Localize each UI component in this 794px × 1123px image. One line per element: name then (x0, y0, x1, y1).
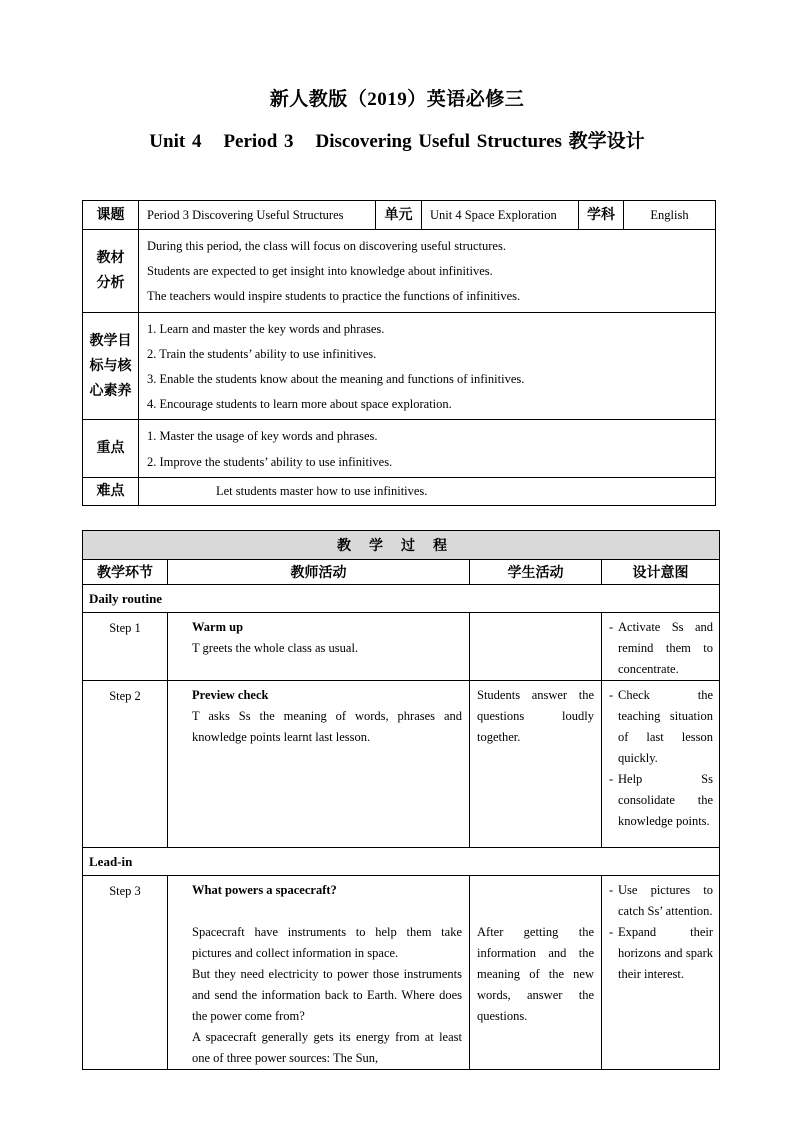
difficult-content: Let students master how to use infinitives. (139, 477, 716, 505)
step-label: Step 1 (83, 613, 168, 681)
goals-row (83, 312, 716, 420)
student-activity (470, 613, 602, 681)
step-label: Step 3 (83, 876, 168, 1070)
step-label: Step 2 (83, 681, 168, 848)
document-subtitle (0, 126, 794, 153)
step-row (83, 613, 720, 681)
col-intent: 设计意图 (602, 560, 720, 585)
student-activity: After getting the information and the meaning of the new words, answer the questions. (470, 876, 602, 1070)
unit-value: Unit 4 Space Exploration (422, 201, 579, 230)
subject-label: 学科 (579, 201, 624, 230)
key-points-label: 重点 (83, 420, 139, 477)
goals-content: 1. Learn and master the key words and phrases. 2. Train the students’ ability to use infinitives. 3. Enable the students know about the meaning and functions of infinitives. 4. Encourage students to learn more about space exploration. (139, 312, 716, 420)
teaching-process-table (82, 530, 720, 1070)
subtitle-period: Period 3 (223, 131, 294, 152)
teacher-activity: Preview check T asks Ss the meaning of words, phrases and knowledge points learnt last lesson. (168, 681, 470, 848)
section-row (83, 848, 720, 876)
section-lead-in: Lead-in (83, 848, 720, 876)
analysis-row (83, 230, 716, 313)
key-points-row (83, 420, 716, 477)
process-header-row (83, 531, 720, 560)
design-intent: - Activate Ss and remind them to concentrate. (602, 613, 720, 681)
document-title: 新人教版（2019）英语必修三 (269, 89, 525, 110)
col-student: 学生活动 (470, 560, 602, 585)
activity-title: What powers a spacecraft? (192, 883, 337, 897)
analysis-content: During this period, the class will focus on discovering useful structures. Students are expected to get insight into knowledge about infinitives. The teachers would inspire students to practice the functions of infinitives. (139, 230, 716, 313)
teacher-activity: What powers a spacecraft? Spacecraft have instruments to help them take pictures and collect information in space. But they need electricity to power those instruments and send the information back to Earth. Where does the power come from? A spacecraft generally gets its energy from at least one of three power sources: The Sun, (168, 876, 470, 1070)
topic-label: 课题 (83, 201, 139, 230)
topic-row (83, 201, 716, 230)
lesson-info-table (82, 200, 716, 506)
col-stage: 教学环节 (83, 560, 168, 585)
col-teacher: 教师活动 (168, 560, 470, 585)
column-header-row (83, 560, 720, 585)
subtitle-unit: Unit 4 (149, 131, 202, 152)
unit-label: 单元 (376, 201, 422, 230)
analysis-label: 教材 分析 (83, 230, 139, 313)
teacher-activity: Warm up T greets the whole class as usual. (168, 613, 470, 681)
activity-title: Preview check (192, 688, 269, 702)
activity-title: Warm up (192, 620, 244, 634)
topic-value: Period 3 Discovering Useful Structures (139, 201, 376, 230)
section-daily-routine: Daily routine (83, 585, 720, 613)
design-intent: - Use pictures to catch Ss’ attention. - Expand their horizons and spark their interest. (602, 876, 720, 1070)
student-activity: Students answer the questions loudly together. (470, 681, 602, 848)
difficult-row (83, 477, 716, 505)
difficult-label: 难点 (83, 477, 139, 505)
section-row (83, 585, 720, 613)
step-row (83, 681, 720, 848)
process-header: 教学过程 (83, 531, 720, 560)
design-intent: - Check the teaching situation of last lesson quickly. - Help Ss consolidate the knowledge points. (602, 681, 720, 848)
subtitle-topic: Discovering Useful Structures 教学设计 (315, 131, 645, 152)
subject-value: English (624, 201, 716, 230)
step-row (83, 876, 720, 1070)
goals-label: 教学目 标与核 心素养 (83, 312, 139, 420)
key-points-content: 1. Master the usage of key words and phrases. 2. Improve the students’ ability to use infinitives. (139, 420, 716, 477)
